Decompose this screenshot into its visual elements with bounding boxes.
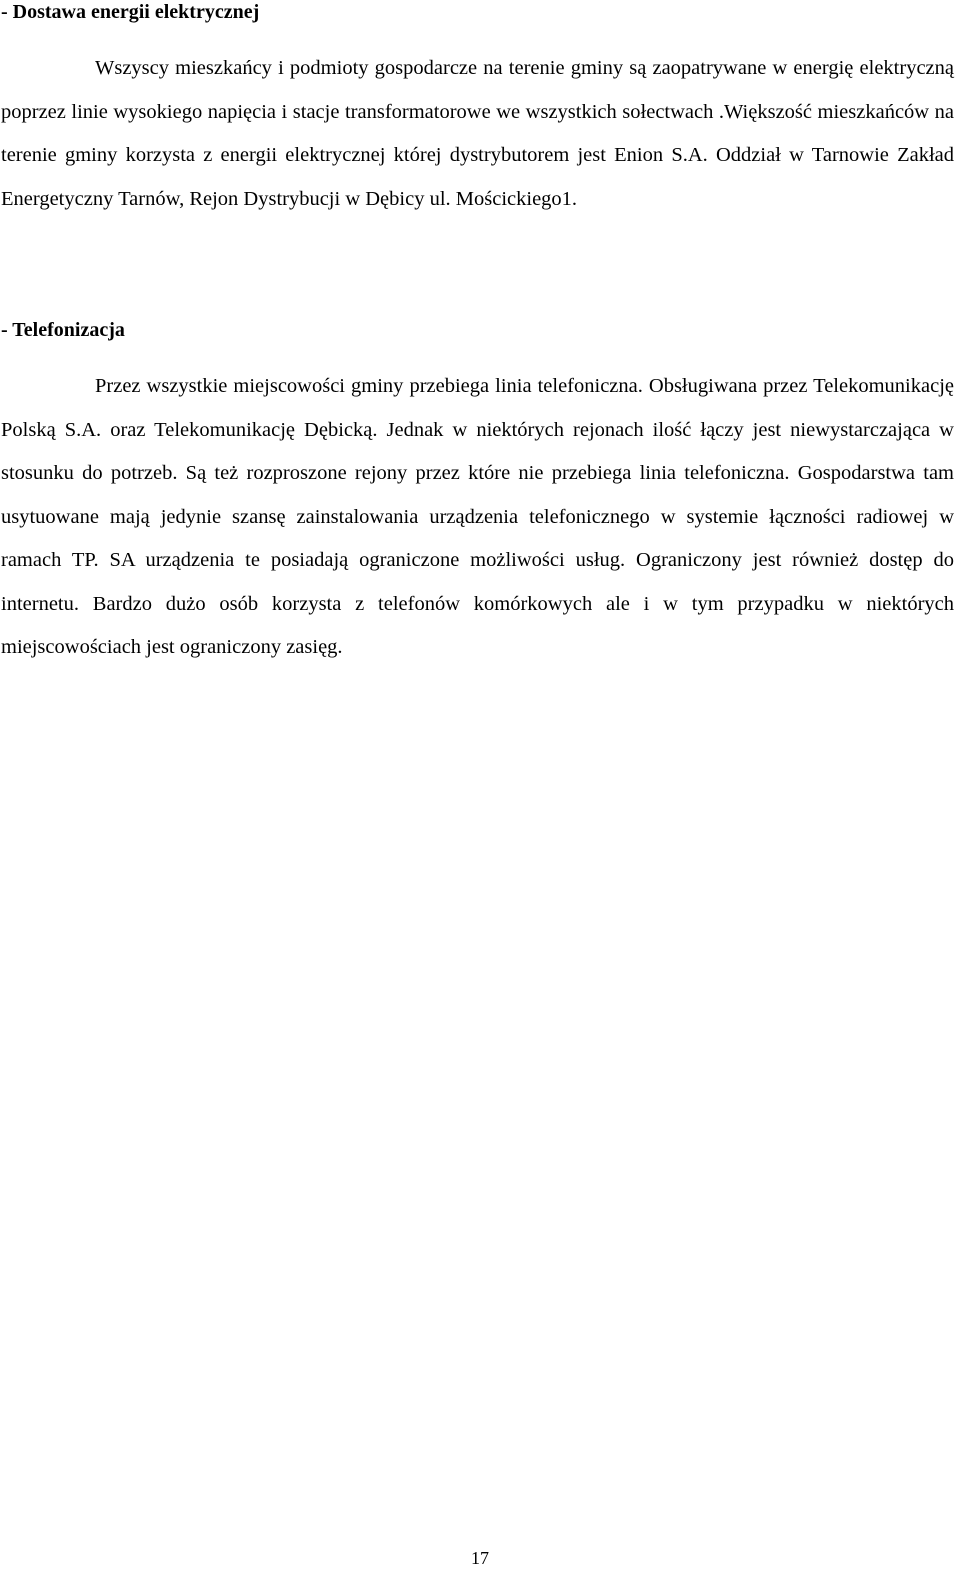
paragraph-electricity: Wszyscy mieszkańcy i podmioty gospodarcze na terenie gminy są zaopatrywane w energię elektryczną poprzez linie wysokiego napięcia i stacje transformatorowe we wszystkich sołectwach .Większość mieszkańców na terenie gminy korzysta z energii elektrycznej której dystrybutorem jest Enion S.A. Oddział w Tarnowie Zakład Energetyczny Tarnów, Rejon Dystrybucji w Dębicy ul. Mościckiego1.: [1, 57, 954, 210]
section-heading-telephony: - Telefonizacja: [1, 319, 125, 341]
page-number: 17: [471, 1548, 489, 1568]
section-heading-electricity: - Dostawa energii elektrycznej: [1, 1, 260, 23]
paragraph-telephony: Przez wszystkie miejscowości gminy przebiega linia telefoniczna. Obsługiwana przez Telekomunikację Polską S.A. oraz Telekomunikację Dębicką. Jednak w niektórych rejonach ilość łączy jest niewystarczająca w stosunku do potrzeb. Są też rozproszone rejony przez które nie przebiega linia telefoniczna. Gospodarstwa tam usytuowane mają jedynie szansę zainstalowania urządzenia telefonicznego w systemie łączności radiowej w ramach TP. SA urządzenia te posiadają ograniczone możliwości usług. Ograniczony jest również dostęp do internetu. Bardzo dużo osób korzysta z telefonów komórkowych ale i w tym przypadku w niektórych miejscowościach jest ograniczony zasięg.: [1, 375, 954, 658]
